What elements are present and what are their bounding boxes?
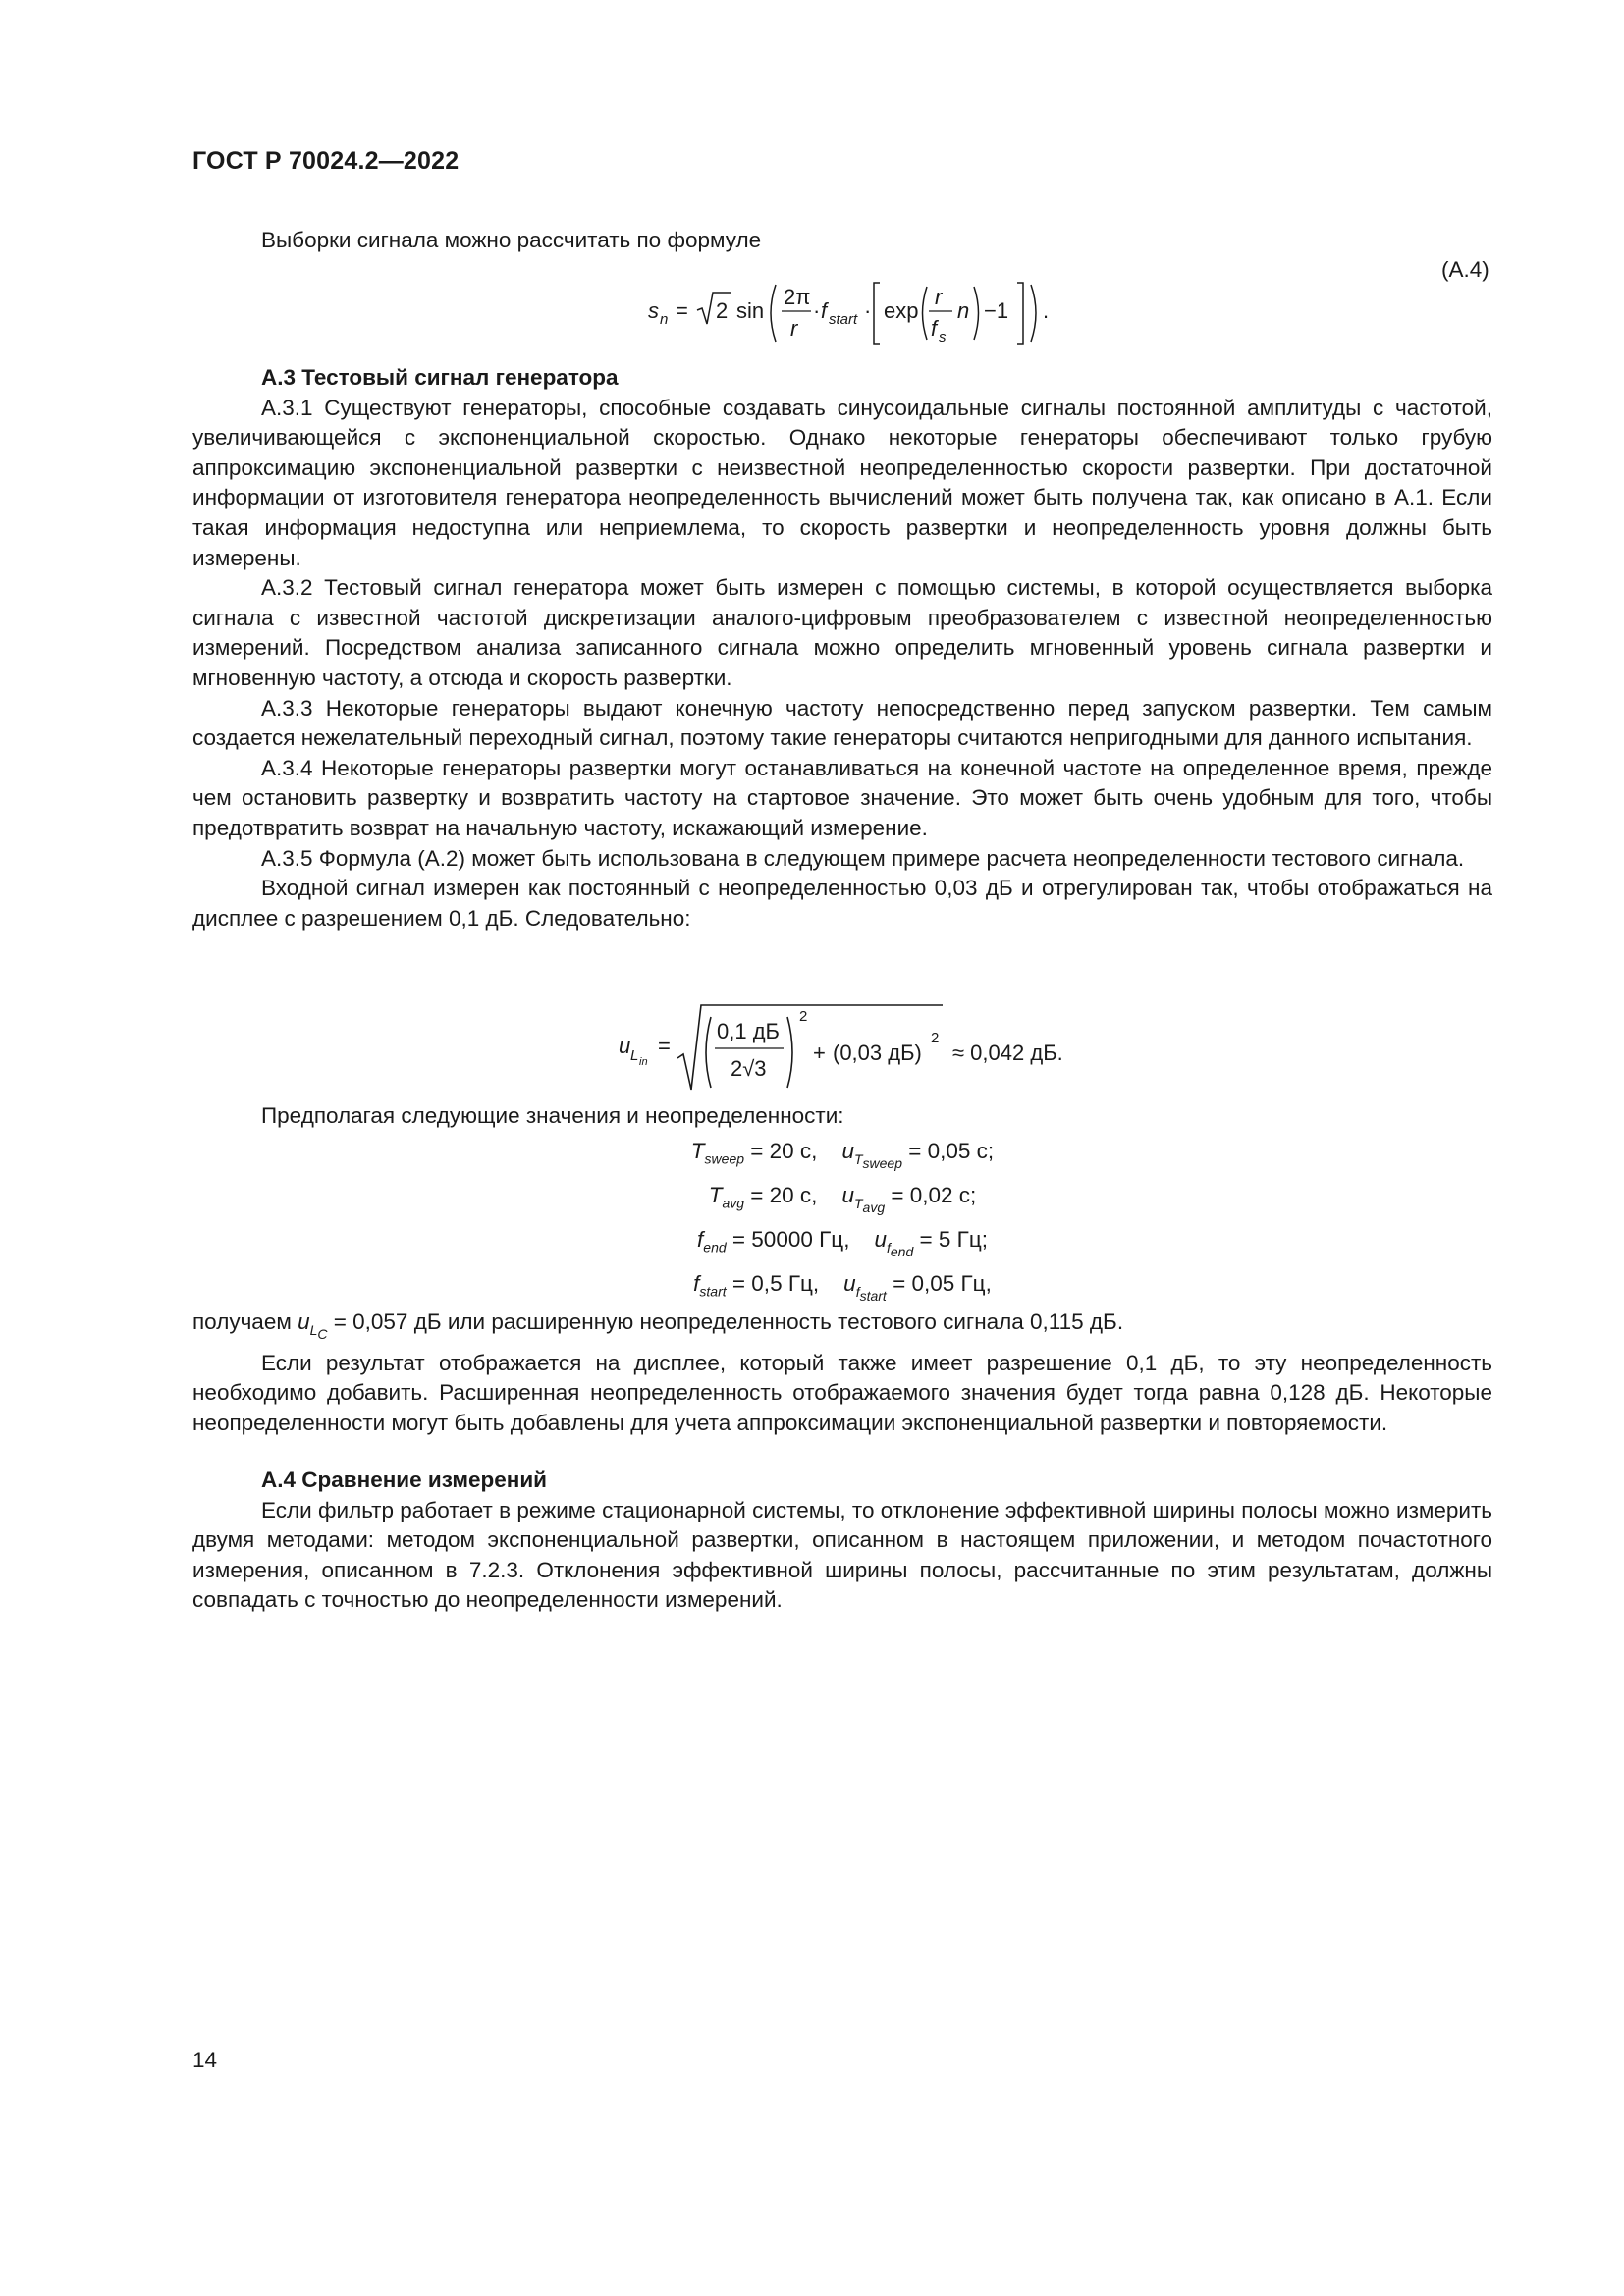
value-symbol: f bbox=[697, 1227, 704, 1252]
formula-u-lin bbox=[609, 999, 1119, 1097]
formula-u-u: u bbox=[619, 1034, 631, 1058]
value-amount: = 20 с, bbox=[744, 1139, 818, 1163]
formula-a4-lparen bbox=[771, 285, 776, 342]
formula-a4-rparen2 bbox=[974, 287, 979, 340]
uncertainty-amount: = 0,02 с; bbox=[885, 1183, 977, 1207]
value-amount: = 50000 Гц, bbox=[726, 1227, 850, 1252]
section-a4-title: А.4 Сравнение измерений bbox=[261, 1468, 548, 1492]
section-a3-title: А.3 Тестовый сигнал генератора bbox=[261, 365, 619, 390]
uncertainty-sub: T bbox=[853, 1150, 863, 1167]
uncertainty-sub: f bbox=[855, 1283, 860, 1300]
formula-a4-lparen2 bbox=[923, 287, 928, 340]
document-header: ГОСТ Р 70024.2—2022 bbox=[192, 147, 460, 175]
uncertainty-sub: T bbox=[853, 1195, 863, 1211]
uncertainty-subsub: sweep bbox=[862, 1154, 902, 1171]
formula-u-plus: + bbox=[813, 1041, 826, 1065]
value-symbol-sub: start bbox=[699, 1283, 727, 1300]
formula-a4-fs-sub: s bbox=[939, 329, 947, 346]
section-a4-text: Если фильтр работает в режиме стационарной системы, то отклонение эффективной ширины полосы можно измерить двумя методами: методом экспоненциальной развертки, описанном в настоящем приложении, и методом почастотного измерения, описанном в 7.2.3. Отклонения эффективной ширины полосы, рассчитанные по этим результатам, должны совпадать с точностью до неопределенности измерений. bbox=[192, 1497, 1492, 1613]
formula-a4-sqrt-arg: 2 bbox=[716, 298, 729, 323]
formula-a4-dot2: · bbox=[864, 298, 872, 323]
value-symbol-sub: avg bbox=[722, 1195, 745, 1211]
paragraph-a3-3: А.3.3 Некоторые генераторы выдают конечную частоту непосредственно перед запуском развертки. Тем самым создается нежелательный переходный сигнал, поэтому такие генераторы считаются непригодными для данного испытания. bbox=[192, 695, 1492, 751]
formula-u-result: ≈ 0,042 дБ. bbox=[952, 1041, 1063, 1065]
formula-a4-fstart: f bbox=[821, 298, 828, 323]
formula-a4-frac-num: 2π bbox=[784, 285, 811, 309]
formula-u-lparen bbox=[706, 1017, 711, 1088]
uncertainty-amount: = 0,05 с; bbox=[902, 1139, 995, 1163]
value-symbol: f bbox=[693, 1271, 700, 1296]
formula-a4-r: r bbox=[935, 285, 943, 309]
formula-a4-minus1: −1 bbox=[984, 298, 1009, 323]
formula-a4-frac-den: r bbox=[790, 316, 798, 341]
formula-u-sub: L bbox=[630, 1047, 639, 1064]
formula-u-rparen bbox=[787, 1017, 792, 1088]
paragraph-a3-2: А.3.2 Тестовый сигнал генератора может быть измерен с помощью системы, в которой осуществляется выборка сигнала с известной частотой дискретизации аналого-цифровым преобразователем с известной неопределенностью измерений. Посредством анализа записанного сигнала можно определить мгновенный уровень сигнала развертки и мгновенную частоту, а отсюда и скорость развертки. bbox=[192, 575, 1492, 690]
result-symbol-sub: L bbox=[309, 1321, 318, 1338]
formula-u-term2: (0,03 дБ) bbox=[833, 1041, 922, 1065]
result-symbol: u bbox=[298, 1309, 310, 1334]
result-line bbox=[192, 1308, 1492, 1349]
formula-a4-s-sub: n bbox=[660, 311, 669, 328]
uncertainty-subsub: avg bbox=[862, 1199, 886, 1215]
uncertainty-sub: f bbox=[886, 1239, 891, 1255]
formula-a4-eq: = bbox=[676, 298, 688, 323]
value-amount: = 20 с, bbox=[744, 1183, 818, 1207]
paragraph-a3-input: Входной сигнал измерен как постоянный с неопределенностью 0,03 дБ и отрегулирован так, чтобы отображаться на дисплее с разрешением 0,1 дБ. Следовательно: bbox=[192, 876, 1492, 931]
formula-a4-n: n bbox=[957, 298, 970, 323]
result-suffix: = 0,057 дБ или расширенную неопределенность тестового сигнала 0,115 дБ. bbox=[327, 1309, 1124, 1334]
result-prefix: получаем bbox=[192, 1309, 298, 1334]
uncertainty-symbol: u bbox=[841, 1139, 854, 1163]
assume-text: Предполагая следующие значения и неопределенности: bbox=[261, 1103, 844, 1128]
equation-number: (A.4) bbox=[1441, 257, 1489, 282]
formula-a4-fs: f bbox=[931, 316, 938, 341]
value-symbol: T bbox=[708, 1183, 723, 1207]
value-symbol-sub: sweep bbox=[704, 1150, 745, 1167]
uncertainty-subsub: start bbox=[859, 1287, 887, 1304]
formula-a4-period: . bbox=[1043, 298, 1050, 323]
uncertainty-symbol: u bbox=[874, 1227, 887, 1252]
formula-a4-rbracket bbox=[1017, 283, 1023, 344]
formula-u-frac-den: 2√3 bbox=[731, 1056, 767, 1081]
formula-a4-dot1: · bbox=[813, 298, 821, 323]
values-list bbox=[192, 1129, 1492, 1306]
uncertainty-symbol: u bbox=[843, 1271, 856, 1296]
result-block bbox=[192, 1308, 1492, 1439]
value-row bbox=[192, 1217, 1492, 1261]
formula-u-exp2: 2 bbox=[931, 1030, 940, 1046]
formula-u-subsub: in bbox=[639, 1056, 648, 1068]
uncertainty-symbol: u bbox=[841, 1183, 854, 1207]
paragraph-a3-4: А.3.4 Некоторые генераторы развертки могут останавливаться на конечной частоте на определенное время, прежде чем остановить развертку и возвратить частоту на стартовое значение. Это может быть очень удобным для того, чтобы предотвратить возврат на начальную частоту, искажающий измерение. bbox=[192, 755, 1492, 840]
uncertainty-amount: = 0,05 Гц, bbox=[886, 1271, 992, 1296]
result-symbol-subsub: C bbox=[317, 1325, 328, 1342]
formula-a4-sin: sin bbox=[736, 298, 765, 323]
section-a3 bbox=[192, 363, 1492, 934]
value-symbol-sub: end bbox=[703, 1239, 727, 1255]
intro-text: Выборки сигнала можно рассчитать по формуле bbox=[261, 228, 762, 252]
formula-a4-exp: exp bbox=[884, 298, 919, 323]
value-symbol: T bbox=[690, 1139, 705, 1163]
value-row bbox=[192, 1129, 1492, 1173]
paragraph-a3-5: А.3.5 Формула (А.2) может быть использована в следующем примере расчета неопределенности тестового сигнала. bbox=[261, 845, 1465, 871]
section-a4 bbox=[192, 1466, 1492, 1616]
result-paragraph: Если результат отображается на дисплее, который также имеет разрешение 0,1 дБ, то эту неопределенность необходимо добавить. Расширенная неопределенность отображаемого значения будет тогда равна 0,128 дБ. Некоторые неопределенности могут быть добавлены для учета аппроксимации экспоненциальной развертки и повторяемости. bbox=[192, 1350, 1492, 1436]
formula-u-exp1: 2 bbox=[799, 1008, 808, 1025]
intro-block bbox=[192, 226, 1492, 256]
uncertainty-subsub: end bbox=[890, 1243, 914, 1259]
value-row bbox=[192, 1173, 1492, 1217]
page-number: 14 bbox=[192, 2048, 218, 2072]
formula-a4-fstart-sub: start bbox=[829, 311, 858, 328]
formula-a4 bbox=[628, 265, 1060, 353]
formula-a4-lbracket bbox=[874, 283, 880, 344]
formula-a4-rparen bbox=[1031, 285, 1036, 342]
paragraph-a3-1: А.3.1 Существуют генераторы, способные создавать синусоидальные сигналы постоянной амплитуды с частотой, увеличивающейся с экспоненциальной скоростью. Однако некоторые генераторы обеспечивают только грубую аппроксимацию экспоненциальной развертки с неизвестной неопределенностью скорости развертки. При достаточной информации от изготовителя генератора неопределенность вычислений может быть получена так, как описано в А.1. Если такая информация недоступна или неприемлема, то скорость развертки и неопределенность уровня должны быть измерены. bbox=[192, 395, 1492, 570]
value-row bbox=[192, 1261, 1492, 1306]
formula-u-eq: = bbox=[658, 1034, 671, 1058]
formula-a4-s: s bbox=[648, 298, 659, 323]
uncertainty-amount: = 5 Гц; bbox=[913, 1227, 988, 1252]
formula-u-frac-num: 0,1 дБ bbox=[717, 1019, 780, 1043]
assume-block bbox=[192, 1101, 1492, 1132]
value-amount: = 0,5 Гц, bbox=[726, 1271, 820, 1296]
